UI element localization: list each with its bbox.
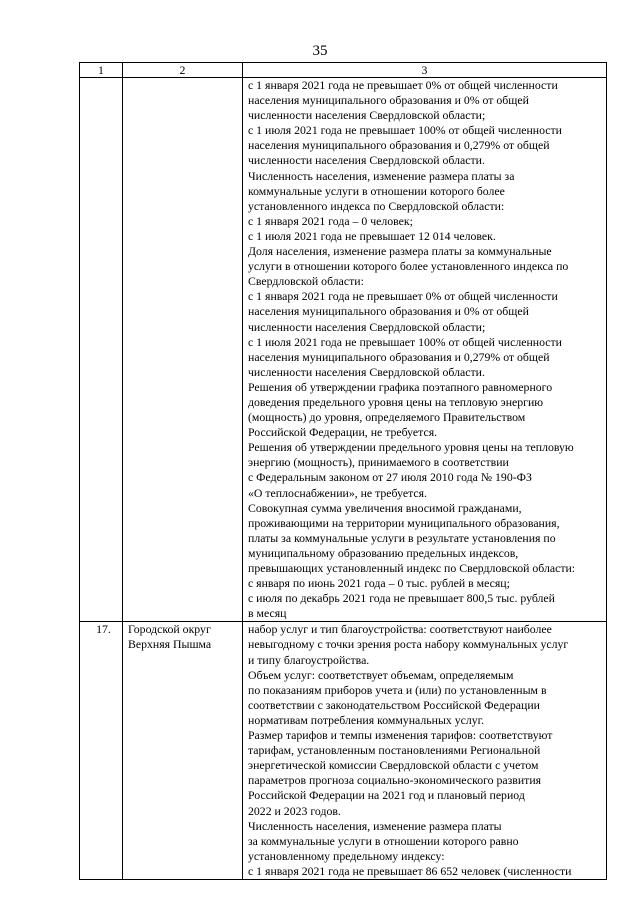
text-line: в месяц bbox=[248, 606, 287, 621]
table-row bbox=[80, 622, 607, 880]
text-line: численности населения Свердловской области; bbox=[248, 319, 486, 334]
text-line: тарифам, установленным постановлениями Региональной bbox=[248, 743, 541, 758]
text-line: параметров прогноза социально-экономического развития bbox=[248, 773, 542, 788]
text-line: за коммунальные услуги в отношении которого равно bbox=[248, 833, 519, 848]
text-line: (мощность) до уровня, определяемого Правительством bbox=[248, 410, 526, 425]
text-line: проживающими на территории муниципального образования, bbox=[248, 515, 560, 530]
description-cell bbox=[243, 622, 607, 880]
text-line: по показаниям приборов учета и (или) по установленным в bbox=[248, 682, 547, 697]
text-line: превышающих установленный индекс по Свердловской области: bbox=[248, 561, 576, 575]
text-line: Свердловской области: bbox=[248, 274, 364, 289]
row-number-cell bbox=[80, 78, 123, 622]
text-line: с 1 июля 2021 года не превышает 100% от общей численности bbox=[248, 123, 562, 138]
text-line: с 1 января 2021 года не превышает 0% от общей численности bbox=[248, 78, 558, 92]
column-header-2: 2 bbox=[123, 63, 243, 78]
row-number-cell: 17. bbox=[80, 622, 123, 880]
text-line: соответствии с законодательством Российской Федерации bbox=[248, 697, 540, 712]
text-line: Верхняя Пышма bbox=[128, 637, 212, 652]
municipality-name-cell bbox=[123, 78, 243, 622]
text-line: численности населения Свердловской области; bbox=[248, 108, 486, 123]
text-line: установленного индекса по Свердловской области: bbox=[248, 198, 505, 213]
text-line: Доля населения, изменение размера платы за коммунальные bbox=[248, 244, 552, 259]
text-line: Российской Федерации на 2021 год и плановый период bbox=[248, 788, 525, 803]
text-line: доведения предельного уровня цены на тепловую энергию bbox=[248, 394, 544, 409]
text-line: Совокупная сумма увеличения вносимой гражданами, bbox=[248, 500, 522, 515]
text-line: с июля по декабрь 2021 года не превышает 800,5 тыс. рублей bbox=[248, 591, 555, 606]
text-line: населения муниципального образования и 0% от общей bbox=[248, 93, 529, 108]
text-line: платы за коммунальные услуги в результате установления по bbox=[248, 530, 556, 545]
text-line: с 1 июля 2021 года не превышает 100% от общей численности bbox=[248, 334, 562, 349]
text-line: Объем услуг: соответствует объемам, определяемым bbox=[248, 667, 514, 682]
document-table bbox=[79, 62, 607, 880]
text-line: с января по июнь 2021 года – 0 тыс. рублей в месяц; bbox=[248, 576, 510, 591]
text-line: Городской округ bbox=[128, 622, 211, 637]
column-header-1: 1 bbox=[80, 63, 123, 78]
text-line: Решения об утверждении графика поэтапного равномерного bbox=[248, 379, 553, 394]
text-line: населения муниципального образования и 0% от общей bbox=[248, 304, 529, 319]
text-line: Размер тарифов и темпы изменения тарифов: соответствуют bbox=[248, 728, 553, 743]
text-line: и типу благоустройства. bbox=[248, 652, 370, 667]
text-line: с 1 января 2021 года не превышает 86 652 человек (численности bbox=[248, 863, 572, 878]
text-line: Численность населения, изменение размера платы bbox=[248, 818, 502, 833]
table-header-row bbox=[80, 63, 607, 78]
page-number: 35 bbox=[312, 43, 328, 59]
text-line: с Федеральным законом от 27 июля 2010 года № 190-ФЗ bbox=[248, 470, 532, 485]
text-line: набор услуг и тип благоустройства: соответствуют наиболее bbox=[248, 622, 552, 637]
text-line: численности населения Свердловской области. bbox=[248, 364, 485, 379]
column-header-3: 3 bbox=[243, 63, 607, 78]
text-line: невыгодному с точки зрения роста набору коммунальных услуг bbox=[248, 637, 569, 652]
description-cell bbox=[243, 78, 607, 622]
text-line: установленному предельному индексу: bbox=[248, 848, 445, 863]
text-line: Численность населения, изменение размера платы за bbox=[248, 168, 515, 183]
text-line: нормативам потребления коммунальных услуг. bbox=[248, 712, 485, 727]
text-line: населения муниципального образования и 0,279% от общей bbox=[248, 138, 550, 153]
text-line: энергию (мощность), принимаемого в соответствии bbox=[248, 455, 509, 470]
text-line: «О теплоснабжении», не требуется. bbox=[248, 485, 427, 500]
text-line: населения муниципального образования и 0,279% от общей bbox=[248, 349, 550, 364]
text-line: с 1 января 2021 года – 0 человек; bbox=[248, 213, 413, 228]
text-line: 2022 и 2023 годов. bbox=[248, 803, 341, 818]
text-line: услуги в отношении которого более установленного индекса по bbox=[248, 259, 569, 274]
text-line: с 1 января 2021 года не превышает 0% от общей численности bbox=[248, 289, 558, 304]
text-line: с 1 июля 2021 года не превышает 12 014 человек. bbox=[248, 228, 496, 243]
text-line: энергетической комиссии Свердловской области с учетом bbox=[248, 758, 539, 773]
text-line: муниципальному образованию предельных индексов, bbox=[248, 545, 519, 560]
text-line: численности населения Свердловской области. bbox=[248, 153, 485, 168]
text-line: Российской Федерации, не требуется. bbox=[248, 425, 438, 440]
table-row bbox=[80, 78, 607, 622]
text-line: Решения об утверждении предельного уровня цены на тепловую bbox=[248, 440, 574, 455]
municipality-name-cell bbox=[123, 622, 243, 880]
text-line: коммунальные услуги в отношении которого более bbox=[248, 183, 505, 198]
